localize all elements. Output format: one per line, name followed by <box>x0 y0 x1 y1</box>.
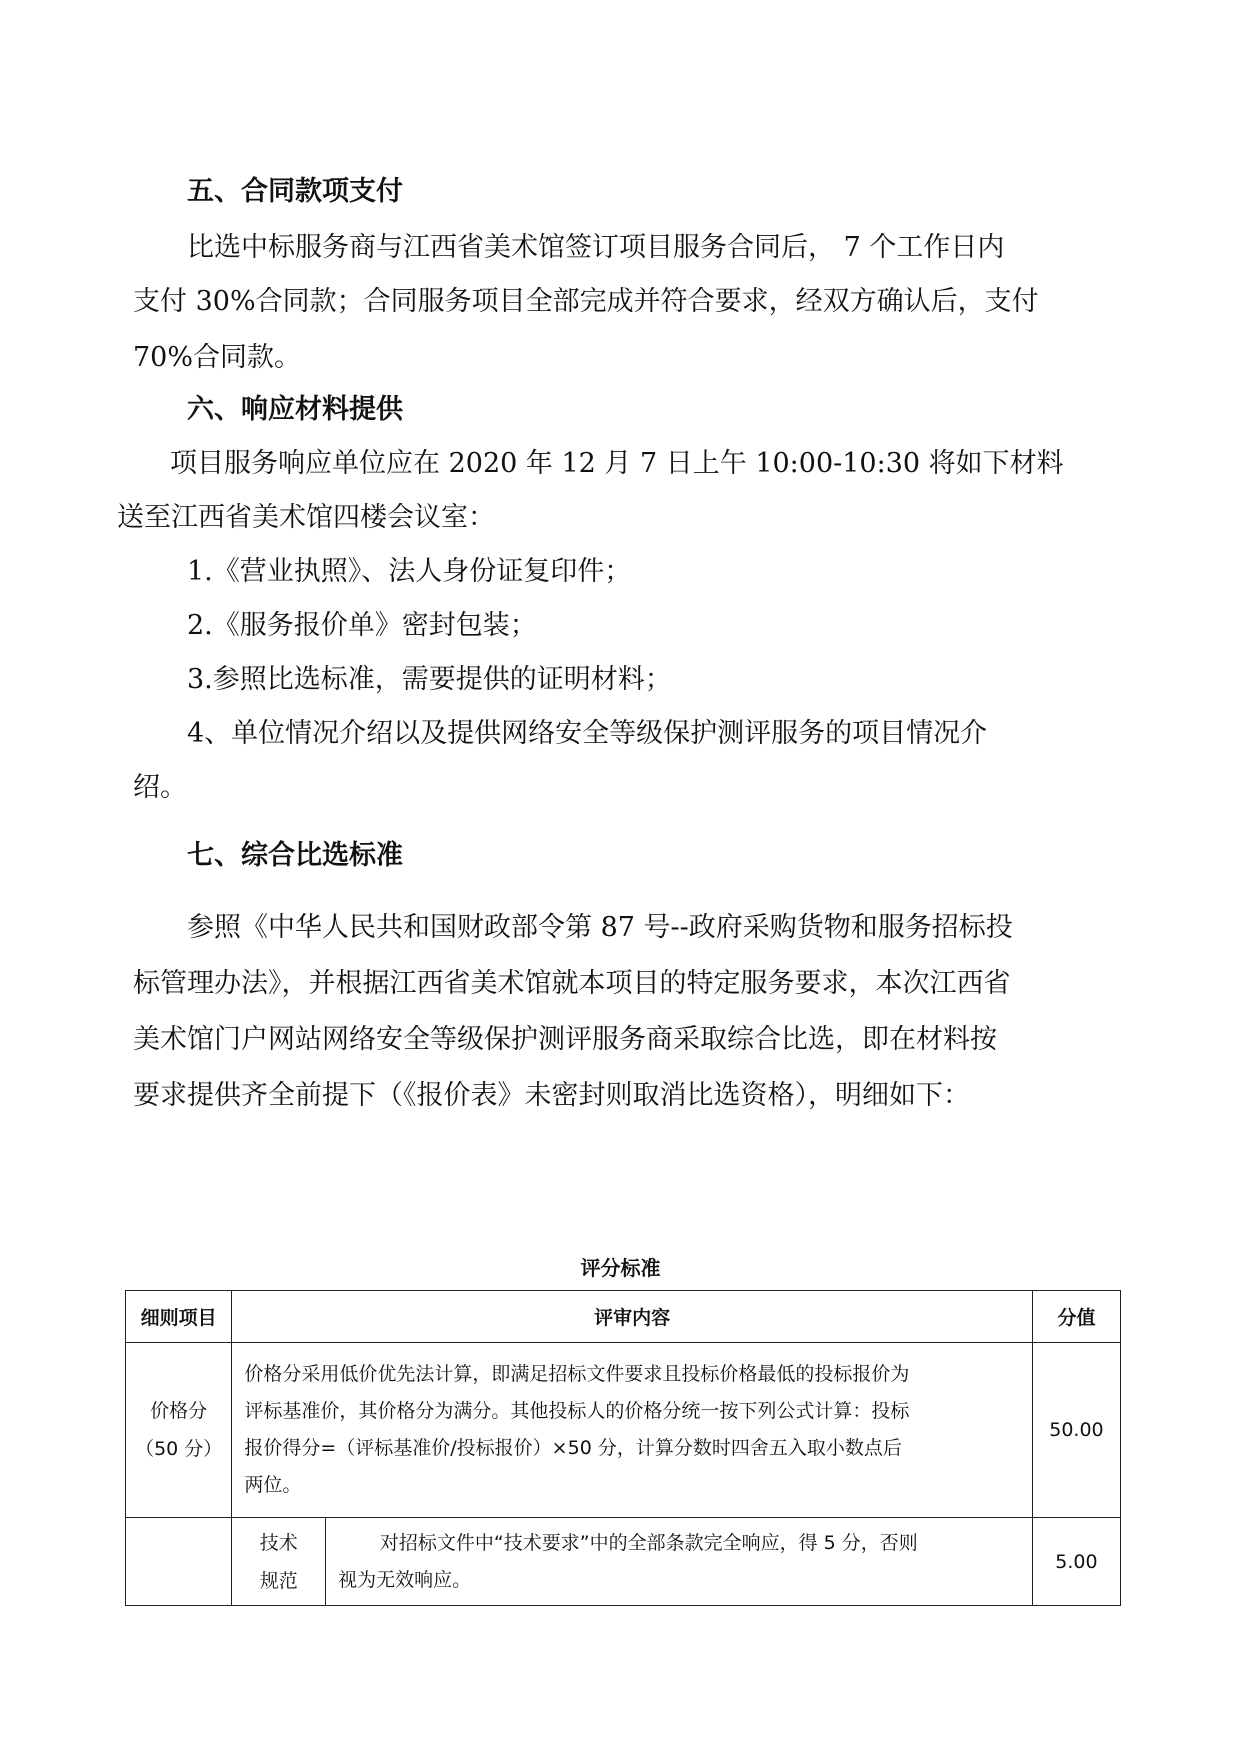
header-score: 分值 <box>1032 1291 1120 1343</box>
table-caption: 评分标准 <box>580 1256 661 1280</box>
section6-item-4-cont: 绍。 <box>133 772 187 803</box>
scoring-table <box>125 1290 1121 1606</box>
price-score: 50.00 <box>1032 1343 1120 1518</box>
section6-line-1: 项目服务响应单位应在 2020 年 12 月 7 日上午 10:00-10:30 将如下材料 <box>170 448 1064 479</box>
section5-line-1: 比选中标服务商与江西省美术馆签订项目服务合同后， 7 个工作日内 <box>187 232 1005 263</box>
tech-sub-label-cell <box>232 1518 326 1606</box>
price-item-label: 价格分 <box>150 1400 208 1422</box>
table-row <box>126 1343 1121 1518</box>
section5-line-3: 70%合同款。 <box>133 342 302 373</box>
section5-heading: 五、合同款项支付 <box>187 176 403 207</box>
price-item-points: （50 分） <box>135 1438 223 1460</box>
section7-heading: 七、综合比选标准 <box>187 840 403 871</box>
section6-item-4: 4、单位情况介绍以及提供网络安全等级保护测评服务的项目情况介 <box>187 718 988 749</box>
section7-line-3: 美术馆门户网站网络安全等级保护测评服务商采取综合比选，即在材料按 <box>133 1024 997 1055</box>
section6-item-3: 3.参照比选标准，需要提供的证明材料； <box>187 664 672 695</box>
price-content-line-4: 两位。 <box>244 1474 302 1496</box>
tech-content-cell <box>326 1518 1033 1606</box>
price-content-cell <box>232 1343 1033 1518</box>
tech-item-cell <box>126 1518 232 1606</box>
section7-line-1: 参照《中华人民共和国财政部令第 87 号--政府采购货物和服务招标投 <box>187 912 1013 943</box>
price-content-line-1: 价格分采用低价优先法计算，即满足招标文件要求且投标价格最低的投标报价为 <box>244 1363 910 1385</box>
table-row <box>126 1518 1121 1606</box>
section6-line-2: 送至江西省美术馆四楼会议室： <box>117 502 495 533</box>
section7-line-2: 标管理办法》，并根据江西省美术馆就本项目的特定服务要求，本次江西省 <box>133 968 1011 999</box>
price-content-line-2: 评标基准价，其价格分为满分。其他投标人的价格分统一按下列公式计算：投标 <box>244 1400 910 1422</box>
tech-content-line-2: 视为无效响应。 <box>338 1568 472 1591</box>
tech-content-line-1: 对招标文件中“技术要求”中的全部条款完全响应，得 5 分，否则 <box>379 1531 918 1554</box>
header-content: 评审内容 <box>232 1291 1033 1343</box>
price-content-line-3: 报价得分=（评标基准价/投标报价）×50 分，计算分数时四舍五入取小数点后 <box>244 1437 902 1459</box>
section7-line-4: 要求提供齐全前提下（《报价表》未密封则取消比选资格），明细如下： <box>133 1080 970 1111</box>
table-header-row <box>126 1291 1121 1343</box>
price-item-cell <box>126 1343 232 1518</box>
section6-item-2: 2.《服务报价单》密封包装； <box>187 610 537 641</box>
tech-sub-label-1: 技术 <box>259 1531 298 1554</box>
tech-score: 5.00 <box>1032 1518 1120 1606</box>
section6-item-1: 1.《营业执照》、法人身份证复印件； <box>187 556 632 587</box>
section6-heading: 六、响应材料提供 <box>187 394 403 425</box>
section5-line-2: 支付 30%合同款；合同服务项目全部完成并符合要求，经双方确认后，支付 <box>133 286 1039 317</box>
header-item: 细则项目 <box>126 1291 232 1343</box>
tech-sub-label-2: 规范 <box>259 1569 298 1592</box>
